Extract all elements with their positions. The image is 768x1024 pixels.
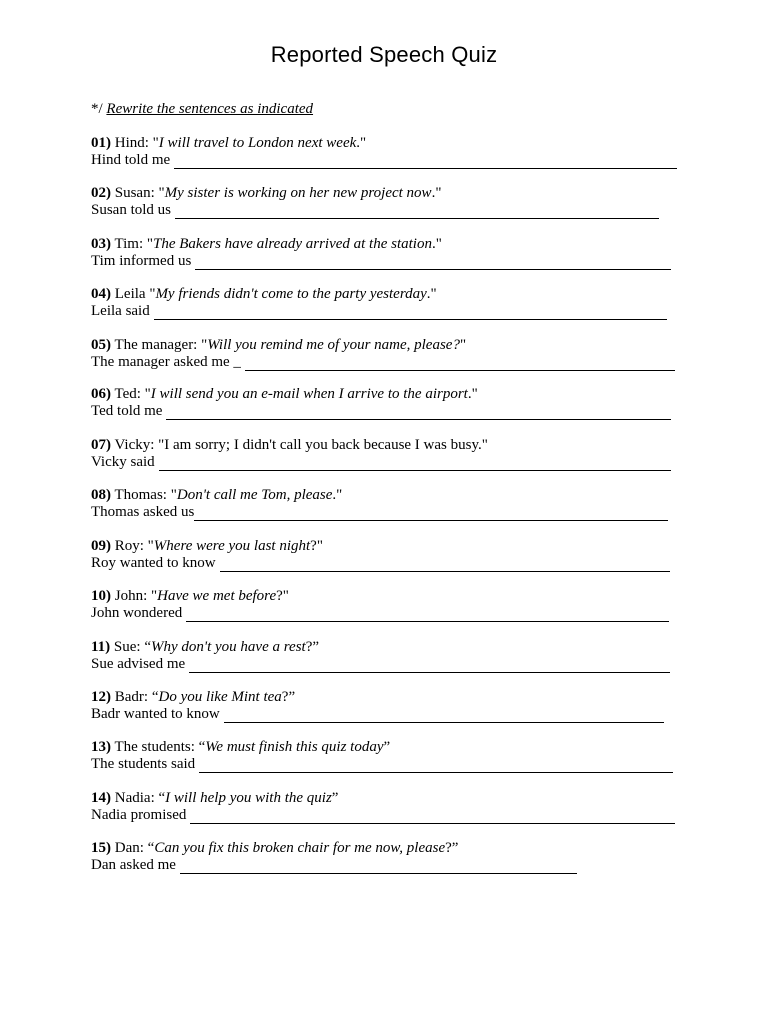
question-close: ." xyxy=(431,185,442,201)
question-number: 03) xyxy=(91,236,111,252)
question-number: 13) xyxy=(91,739,111,755)
answer-line xyxy=(91,656,670,673)
question-10 xyxy=(91,588,669,622)
question-line xyxy=(91,487,668,504)
answer-line xyxy=(91,303,667,320)
question-close: ?” xyxy=(445,840,459,856)
question-number: 10) xyxy=(91,588,111,604)
answer-prompt: Thomas asked us xyxy=(91,504,195,520)
answer-blank[interactable] xyxy=(166,407,671,420)
answer-blank[interactable] xyxy=(199,760,673,773)
question-close: ?" xyxy=(276,588,289,604)
answer-line xyxy=(91,403,671,420)
answer-line xyxy=(91,253,671,270)
question-11 xyxy=(91,639,670,673)
question-line xyxy=(91,386,671,403)
answer-blank[interactable] xyxy=(186,609,669,622)
answer-prompt: Sue advised me xyxy=(91,656,186,672)
question-13 xyxy=(91,739,673,773)
question-number: 05) xyxy=(91,337,111,353)
question-line xyxy=(91,337,675,354)
question-line xyxy=(91,790,675,807)
question-close: " xyxy=(459,337,467,353)
question-close: ." xyxy=(467,386,478,402)
answer-line xyxy=(91,454,671,471)
question-speaker: Ted: " xyxy=(111,386,151,402)
question-close: ." xyxy=(431,236,442,252)
question-close: ” xyxy=(331,790,339,806)
question-14 xyxy=(91,790,675,824)
question-line xyxy=(91,236,671,253)
answer-blank[interactable] xyxy=(224,710,664,723)
question-09 xyxy=(91,538,670,572)
question-speaker: The students: “ xyxy=(111,739,206,755)
question-15 xyxy=(91,840,577,874)
question-line xyxy=(91,135,677,152)
question-number: 14) xyxy=(91,790,111,806)
answer-line xyxy=(91,857,577,874)
question-quote: Do you like Mint tea xyxy=(158,689,282,705)
question-speaker: Susan: " xyxy=(111,185,165,201)
answer-blank[interactable] xyxy=(154,307,667,320)
answer-blank[interactable] xyxy=(194,508,668,521)
question-number: 08) xyxy=(91,487,111,503)
question-close: ” xyxy=(383,739,391,755)
answer-prompt: The manager asked me _ xyxy=(91,354,241,370)
question-speaker: Dan: “ xyxy=(111,840,155,856)
question-quote: Will you remind me of your name, please? xyxy=(207,337,460,353)
question-quote: Why don't you have a rest xyxy=(151,639,306,655)
question-speaker: Badr: “ xyxy=(111,689,159,705)
answer-blank[interactable] xyxy=(175,206,659,219)
question-02 xyxy=(91,185,659,219)
question-number: 15) xyxy=(91,840,111,856)
question-quote: My sister is working on her new project now xyxy=(164,185,432,201)
answer-line xyxy=(91,605,669,622)
question-line xyxy=(91,286,667,303)
question-line xyxy=(91,588,669,605)
question-number: 06) xyxy=(91,386,111,402)
question-number: 02) xyxy=(91,185,111,201)
question-line xyxy=(91,689,664,706)
answer-prompt: Dan asked me xyxy=(91,857,176,873)
answer-line xyxy=(91,555,670,572)
question-quote: My friends didn't come to the party yesterday xyxy=(155,286,427,302)
question-01 xyxy=(91,135,677,169)
answer-line xyxy=(91,202,659,219)
question-03 xyxy=(91,236,671,270)
question-speaker: Leila " xyxy=(111,286,156,302)
answer-prompt: Nadia promised xyxy=(91,807,187,823)
question-speaker: Tim: " xyxy=(111,236,153,252)
instruction-text: Rewrite the sentences as indicated xyxy=(106,101,314,117)
question-close: ?” xyxy=(281,689,296,705)
question-number: 07) xyxy=(91,437,111,453)
answer-blank[interactable] xyxy=(195,257,671,270)
question-close: ." xyxy=(356,135,367,151)
answer-blank[interactable] xyxy=(174,156,677,169)
question-number: 11) xyxy=(91,639,111,655)
question-quote: I will travel to London next week xyxy=(158,135,357,151)
answer-prompt: John wondered xyxy=(91,605,183,621)
answer-blank[interactable] xyxy=(245,358,675,371)
answer-blank[interactable] xyxy=(189,660,670,673)
answer-blank[interactable] xyxy=(190,811,675,824)
question-line xyxy=(91,185,659,202)
question-speaker: Vicky: "I am sorry; I didn't call you back because I was busy." xyxy=(111,437,488,453)
question-12 xyxy=(91,689,664,723)
answer-line xyxy=(91,807,675,824)
question-quote: The Bakers have already arrived at the station xyxy=(153,236,432,252)
question-quote: Have we met before xyxy=(157,588,277,604)
question-line xyxy=(91,840,577,857)
question-speaker: Hind: " xyxy=(111,135,159,151)
question-speaker: Thomas: " xyxy=(111,487,177,503)
answer-blank[interactable] xyxy=(159,458,671,471)
question-speaker: Nadia: “ xyxy=(111,790,166,806)
question-04 xyxy=(91,286,667,320)
question-number: 09) xyxy=(91,538,111,554)
answer-blank[interactable] xyxy=(180,861,577,874)
question-quote: Where were you last night xyxy=(153,538,311,554)
question-06 xyxy=(91,386,671,420)
question-close: ?” xyxy=(305,639,320,655)
answer-prompt: Vicky said xyxy=(91,454,155,470)
question-line xyxy=(91,538,670,555)
page-title: Reported Speech Quiz xyxy=(270,42,498,67)
question-quote: Can you fix this broken chair for me now, please xyxy=(154,840,446,856)
answer-line xyxy=(91,756,673,773)
question-07 xyxy=(91,437,671,471)
question-line xyxy=(91,639,670,656)
question-08 xyxy=(91,487,668,521)
answer-prompt: The students said xyxy=(91,756,196,772)
question-quote: I will help you with the quiz xyxy=(165,790,332,806)
answer-prompt: Badr wanted to know xyxy=(91,706,220,722)
answer-blank[interactable] xyxy=(220,559,670,572)
answer-line xyxy=(91,504,668,521)
question-speaker: John: " xyxy=(111,588,158,604)
instruction xyxy=(91,101,313,118)
answer-prompt: Hind told me xyxy=(91,152,171,168)
answer-prompt: Tim informed us xyxy=(91,253,192,269)
question-close: ." xyxy=(332,487,343,503)
question-close: ." xyxy=(426,286,437,302)
answer-line xyxy=(91,152,677,169)
question-quote: I will send you an e-mail when I arrive to the airport xyxy=(150,386,468,402)
question-05 xyxy=(91,337,675,371)
answer-prompt: Susan told us xyxy=(91,202,172,218)
question-number: 04) xyxy=(91,286,111,302)
answer-line xyxy=(91,706,664,723)
question-number: 12) xyxy=(91,689,111,705)
answer-prompt: Leila said xyxy=(91,303,150,319)
answer-prompt: Roy wanted to know xyxy=(91,555,216,571)
question-close: ?" xyxy=(310,538,323,554)
question-quote: We must finish this quiz today xyxy=(205,739,384,755)
question-speaker: Sue: “ xyxy=(110,639,151,655)
answer-prompt: Ted told me xyxy=(91,403,163,419)
instruction-prefix: */ xyxy=(91,101,107,117)
question-number: 01) xyxy=(91,135,111,151)
question-speaker: Roy: " xyxy=(111,538,154,554)
question-line xyxy=(91,437,671,454)
question-quote: Don't call me Tom, please xyxy=(176,487,333,503)
answer-line xyxy=(91,354,675,371)
question-speaker: The manager: " xyxy=(111,337,208,353)
question-line xyxy=(91,739,673,756)
